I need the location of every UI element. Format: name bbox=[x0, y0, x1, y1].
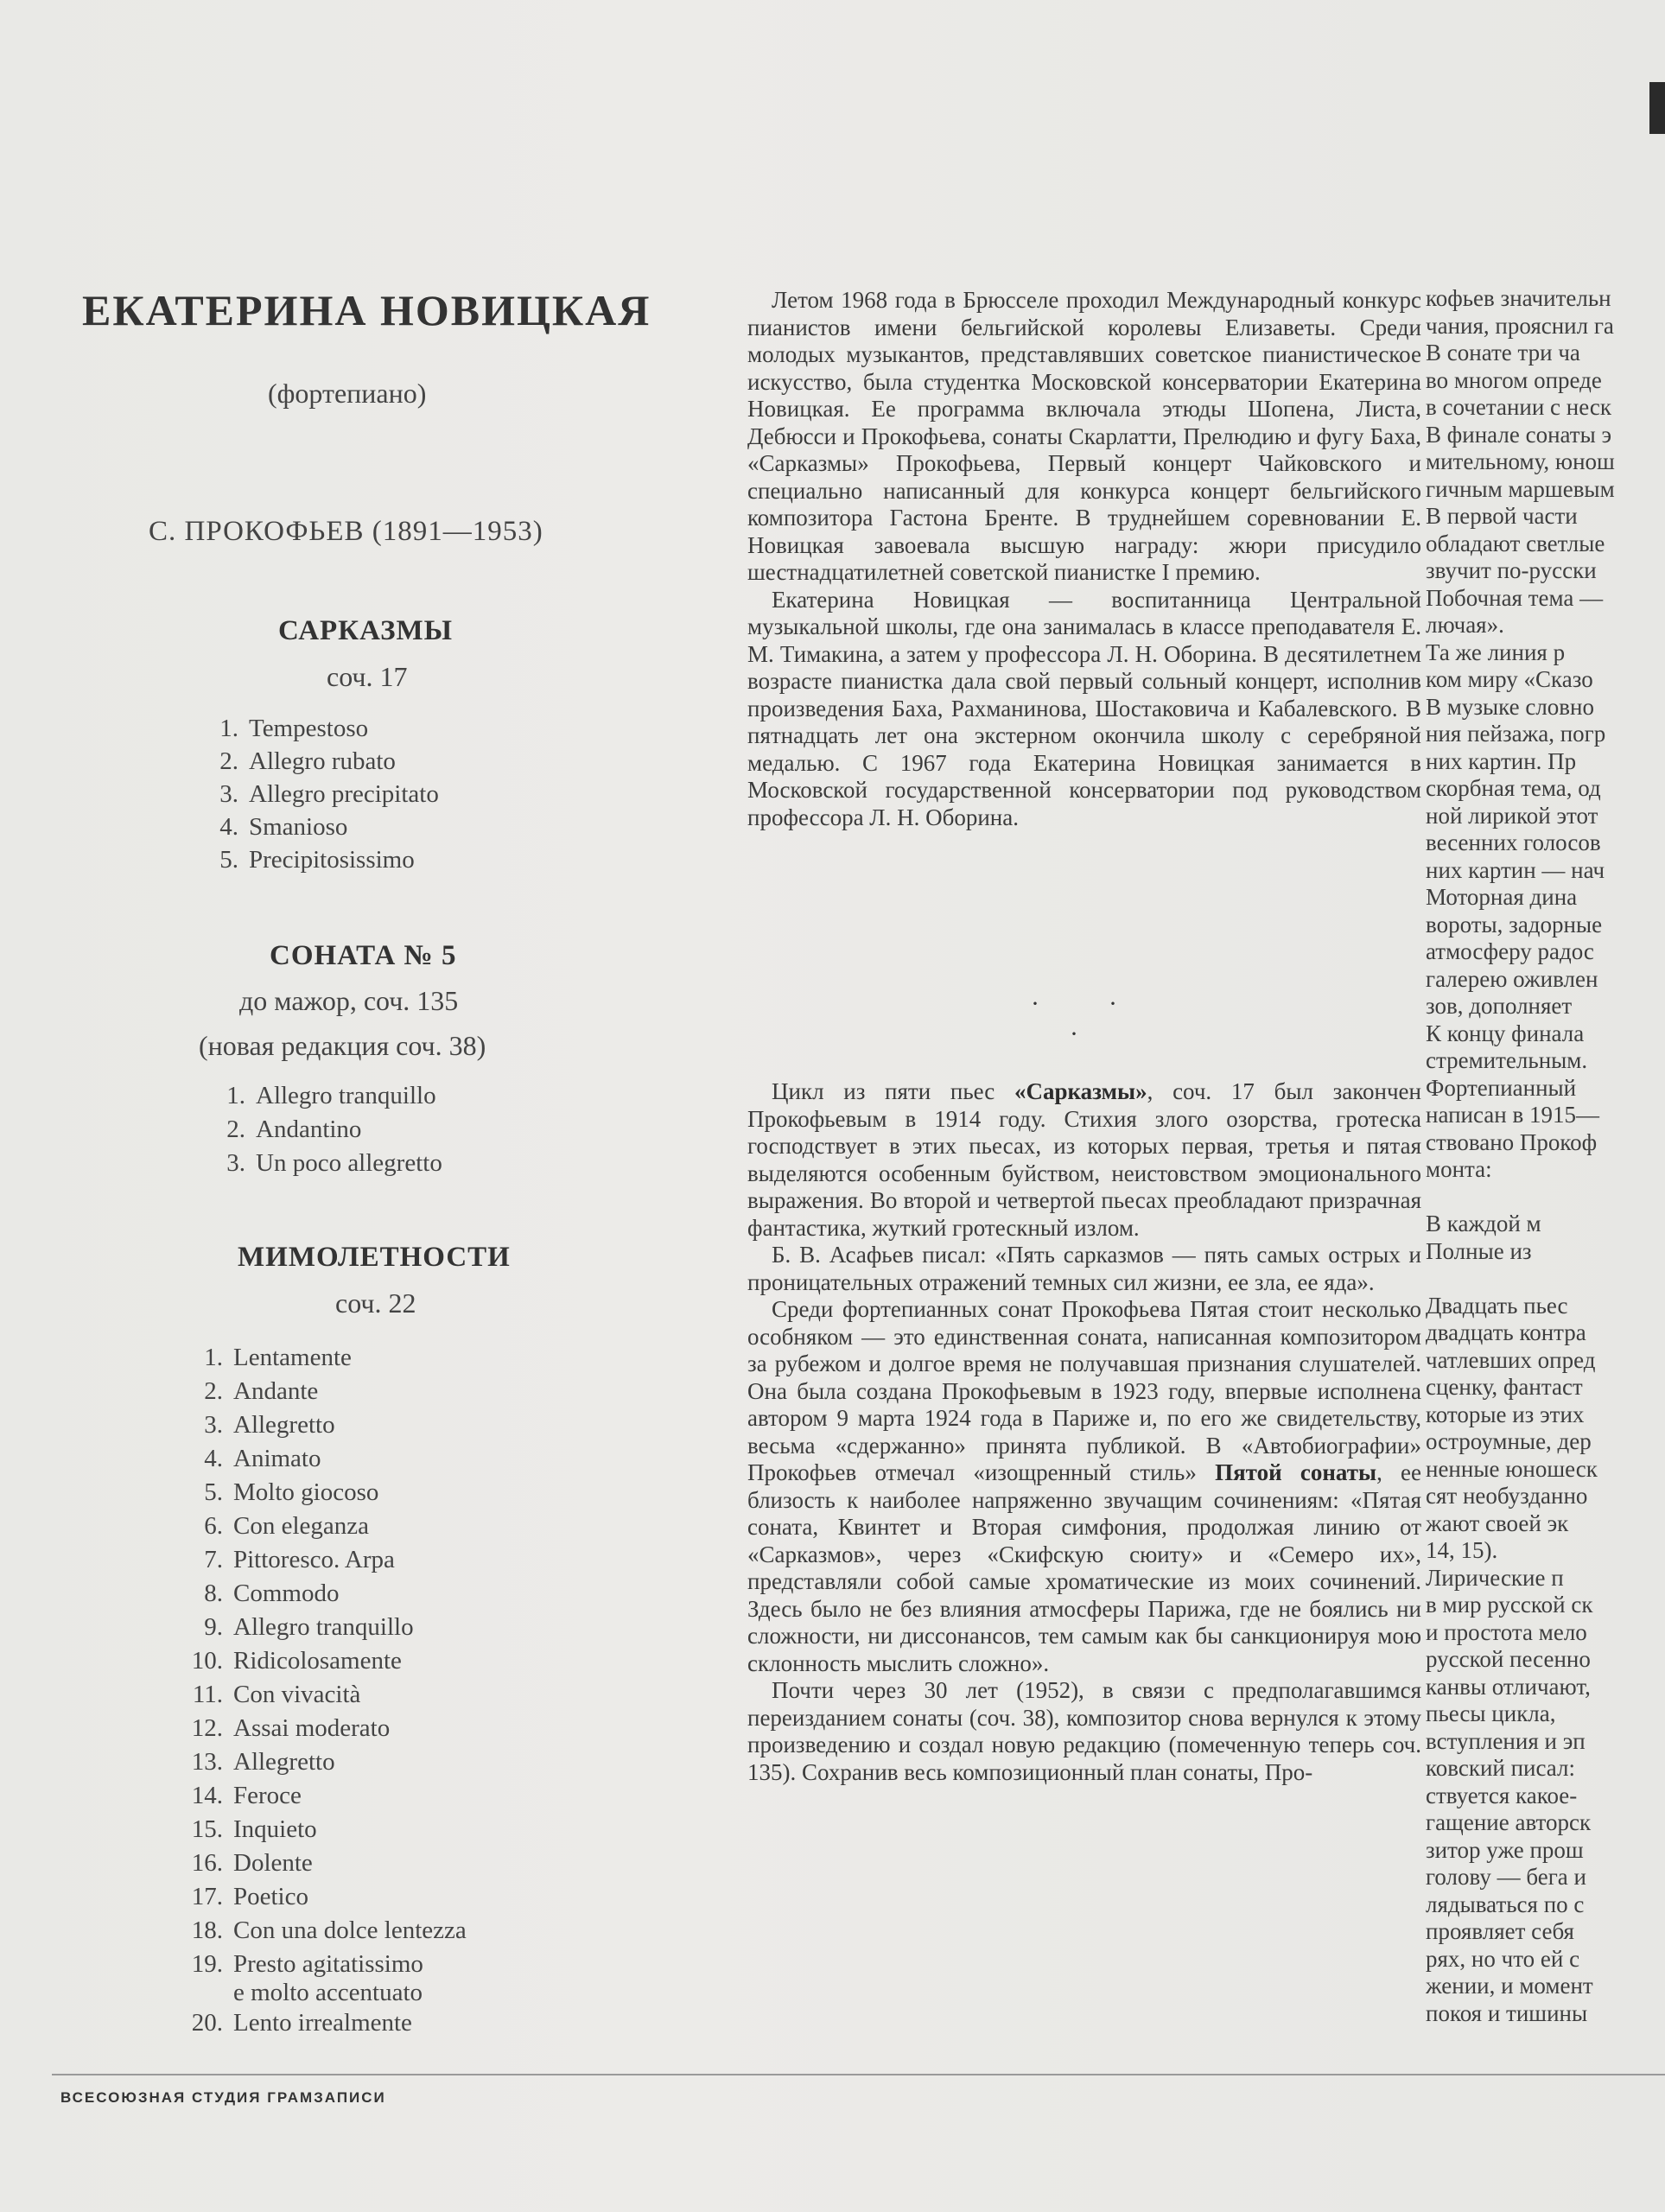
right-column-line: остроумные, дер bbox=[1426, 1428, 1592, 1454]
track-item: 1. Tempestoso bbox=[219, 715, 369, 742]
right-column-line: вороты, задорные bbox=[1426, 911, 1603, 938]
section-title-sarcasms: САРКАЗМЫ bbox=[278, 615, 454, 646]
right-column-line: Фортепианный bbox=[1426, 1074, 1577, 1101]
track-item: 5. Precipitosissimo bbox=[219, 846, 415, 874]
right-column-line: Полные из bbox=[1426, 1237, 1532, 1264]
section-opus: соч. 17 bbox=[327, 661, 408, 692]
section-key-opus: до мажор, соч. 135 bbox=[239, 985, 459, 1016]
right-column-line: сят необузданно bbox=[1426, 1483, 1588, 1509]
section-title-visions: МИМОЛЕТНОСТИ bbox=[238, 1242, 511, 1273]
right-column-line: Двадцать пьес bbox=[1426, 1292, 1568, 1319]
section-edition: (новая редакция соч. 38) bbox=[199, 1030, 486, 1061]
track-item: 8. Commodo bbox=[204, 1580, 340, 1607]
essay-paragraph: Б. В. Асафьев писал: «Пять сарказмов — пять самых острых и проницательных отражений темных сил жизни, ее зла, ее яда». bbox=[747, 1242, 1421, 1295]
footer-label: ВСЕСОЮЗНАЯ СТУДИЯ ГРАМЗАПИСИ bbox=[60, 2089, 386, 2106]
composer-heading: С. ПРОКОФЬЕВ (1891—1953) bbox=[149, 516, 543, 547]
instrument-label: (фортепиано) bbox=[268, 378, 427, 409]
essay-text bbox=[747, 1078, 1421, 1786]
right-column-line: обладают светлые bbox=[1426, 530, 1605, 556]
track-item: 3. Allegretto bbox=[204, 1411, 335, 1439]
track-item: 18. Con una dolce lentezza bbox=[191, 1916, 467, 1944]
section-title-sonata: СОНАТА № 5 bbox=[270, 940, 457, 971]
track-item: 14. Feroce bbox=[191, 1782, 302, 1809]
track-item: 5. Molto giocoso bbox=[204, 1478, 379, 1506]
right-column-line: В финале сонаты э bbox=[1426, 421, 1612, 448]
right-column-line: в мир русской ск bbox=[1426, 1592, 1593, 1618]
right-column-line: весенних голосов bbox=[1426, 830, 1601, 855]
right-column-line: канвы отличают, bbox=[1426, 1673, 1591, 1700]
bio-paragraph: Летом 1968 года в Брюсселе проходил Международный конкурс пианистов имени бельгийской королевы Елизаветы. Среди молодых музыкантов, представлявших советское пианистическое искусство, была студентка Московской консерватории Екатерина Новицкая. Ее программа включала этюды Шопена, Листа, Дебюсси и Прокофьева, сонаты Скарлатти, Прелюдию и фугу Баха, «Сарказмы» Прокофьева, Первый концерт Чайковского и специально написанный для конкурса концерт бельгийского композитора Гастона Бренте. В труднейшем соревновании Е. Новицкая завоевала высшую награду: жюри присудило шестнадцатилетней советской пианистке I премию. bbox=[747, 287, 1421, 585]
right-column-line: скорбная тема, од bbox=[1426, 775, 1601, 801]
right-column-line: русской песенно bbox=[1426, 1646, 1591, 1672]
right-column-line: покоя и тишины bbox=[1426, 1999, 1588, 2026]
right-column-line: звучит по-русски bbox=[1426, 557, 1597, 583]
essay-paragraph: Почти через 30 лет (1952), в связи с предполагавшимся переизданием сонаты (соч. 38), композитор снова вернулся к этому произведению и создал новую редакцию (помеченную теперь соч. 135). Сохранив весь композиционный план сонаты, Про- bbox=[747, 1677, 1421, 1785]
right-column-line: ствовано Прокоф bbox=[1426, 1128, 1598, 1155]
right-column-line: сценку, фантаст bbox=[1426, 1374, 1583, 1400]
track-item: 10. Ridicolosamente bbox=[191, 1647, 402, 1675]
right-column-line: К концу финала bbox=[1426, 1020, 1585, 1046]
performer-name: ЕКАТЕРИНА НОВИЦКАЯ bbox=[82, 286, 651, 334]
track-item: 7. Pittoresco. Arpa bbox=[204, 1546, 395, 1573]
right-column-line: ствуется какое- bbox=[1426, 1782, 1578, 1808]
right-column-line: ком миру «Сказо bbox=[1426, 666, 1593, 692]
track-item: 17. Poetico bbox=[191, 1883, 308, 1910]
section-opus: соч. 22 bbox=[335, 1287, 416, 1319]
separator-dot: · bbox=[1109, 989, 1117, 1018]
right-column-line: лядываться по с bbox=[1426, 1891, 1585, 1917]
right-column-line: которые из этих bbox=[1426, 1401, 1585, 1427]
track-item: 16. Dolente bbox=[191, 1849, 313, 1877]
track-item: 2. Allegro rubato bbox=[219, 747, 396, 775]
right-column-line: рях, но что ей с bbox=[1426, 1945, 1580, 1972]
page-edge-tab bbox=[1649, 82, 1665, 134]
track-item: 12. Assai moderato bbox=[191, 1714, 391, 1742]
track-item: 15. Inquieto bbox=[191, 1815, 317, 1843]
track-item: 11. Con vivacità bbox=[192, 1681, 361, 1708]
right-column-line: голову — бега и bbox=[1426, 1864, 1586, 1890]
right-column-line: атмосферу радос bbox=[1426, 938, 1594, 964]
track-item: 2. Andantino bbox=[226, 1116, 362, 1143]
right-column-line: Моторная дина bbox=[1426, 884, 1578, 910]
footer-rule bbox=[52, 2074, 1665, 2075]
right-column-cropped-text bbox=[1426, 285, 1665, 2027]
right-column-line: ковский писал: bbox=[1426, 1755, 1575, 1781]
right-column-line: монта: bbox=[1426, 1156, 1492, 1182]
right-column-line: жении, и момент bbox=[1426, 1973, 1593, 1999]
bio-paragraph: Екатерина Новицкая — воспитанница Центральной музыкальной школы, где она занималась в классе преподавателя Е. М. Тимакина, а затем у профессора Л. Н. Оборина. В десятилетнем возрасте пианистка дала свой первый сольный концерт, исполнив произведения Баха, Рахманинова, Шостаковича и Кабалевского. В пятнадцать лет она экстерном окончила школу с серебряной медалью. С 1967 года Екатерина Новицкая занимается в Московской государственной консерватории под руководством профессора Л. Н. Оборина. bbox=[747, 586, 1421, 830]
right-column-line: стремительным. bbox=[1426, 1047, 1588, 1073]
biography-text bbox=[747, 287, 1421, 831]
right-column-line: гащение авторск bbox=[1426, 1809, 1592, 1835]
track-item: 4. Animato bbox=[204, 1445, 321, 1472]
separator-dot: · bbox=[1070, 1020, 1078, 1048]
track-item: 1. Allegro tranquillo bbox=[226, 1082, 436, 1109]
track-item: 3. Un poco allegretto bbox=[226, 1149, 442, 1177]
right-column-line: Та же линия р bbox=[1426, 639, 1566, 665]
track-item: 1. Lentamente bbox=[204, 1344, 352, 1371]
right-column-line: В первой части bbox=[1426, 503, 1578, 529]
right-column-line: Побочная тема — bbox=[1426, 584, 1604, 611]
track-item: 13. Allegretto bbox=[191, 1748, 335, 1776]
right-column-line: гичным маршевым bbox=[1426, 475, 1615, 502]
right-column-line: них картин. Пр bbox=[1426, 747, 1577, 774]
right-column-line: написан в 1915— bbox=[1426, 1102, 1599, 1128]
track-item: e molto accentuato bbox=[233, 1979, 423, 2006]
right-column-line: В музыке словно bbox=[1426, 693, 1594, 720]
track-item: 2. Andante bbox=[204, 1377, 319, 1405]
right-column-line: В каждой м bbox=[1426, 1211, 1541, 1236]
right-column-line bbox=[1426, 1265, 1665, 1293]
right-column-line: во многом опредe bbox=[1426, 366, 1602, 393]
right-column-line: в сочетании с неск bbox=[1426, 394, 1611, 420]
right-column-line: ной лирикой этот bbox=[1426, 802, 1598, 829]
right-column-line: чатлевших опред bbox=[1426, 1346, 1596, 1373]
right-column-line: В сонате три ча bbox=[1426, 340, 1580, 365]
track-item: 20. Lento irrealmente bbox=[191, 2009, 412, 2037]
right-column-line: проявляет себя bbox=[1426, 1918, 1574, 1944]
right-column-line: вступления и эп bbox=[1426, 1727, 1586, 1754]
right-column-line: двадцать контра bbox=[1426, 1319, 1586, 1345]
right-column-line: ния пейзажа, погр bbox=[1426, 721, 1606, 747]
separator-dot: · bbox=[1031, 989, 1039, 1018]
right-column-line: 14, 15). bbox=[1426, 1537, 1498, 1563]
right-column-line: мительному, юнош bbox=[1426, 448, 1615, 474]
track-item: 4. Smanioso bbox=[219, 813, 348, 841]
right-column-line: галерею оживлен bbox=[1426, 965, 1598, 992]
right-column-line: и простота мело bbox=[1426, 1618, 1587, 1645]
right-column-line: кофьев значительн bbox=[1426, 285, 1611, 311]
right-column-line: зитор уже прош bbox=[1426, 1836, 1584, 1863]
right-column-line: Лирические п bbox=[1426, 1564, 1564, 1591]
track-item: 19. Presto agitatissimo bbox=[191, 1950, 423, 1978]
track-item: 9. Allegro tranquillo bbox=[204, 1613, 414, 1641]
right-column-line bbox=[1426, 1184, 1665, 1211]
track-item: 6. Con eleganza bbox=[204, 1512, 370, 1540]
essay-paragraph: Среди фортепианных сонат Прокофьева Пятая стоит несколько особняком — это единственная соната, написанная композитором за рубежом и долгое время не получавшая признания слушателей. Она была создана Прокофьевым в 1923 году, впервые исполнена автором 9 марта 1924 года в Париже и, по его же свидетельству, весьма «сдержанно» принята публикой. В «Автобиографии» Прокофьев отмечал «изощренный стиль» Пятой сонаты, ее близость к наиболее напряженно звучащим сочинениям: «Пятая соната, Квинтет и Вторая симфония, продолжая линию от «Сарказмов», через «Скифскую сюиту» и «Семеро их», представляли собой самые хроматические из моих сочинений. Здесь было не без влияния атмосферы Парижа, где не боялись ни сложности, ни диссонансов, тем самым как бы санкционируя мою склонность мыслить сложно». bbox=[747, 1296, 1422, 1676]
right-column-line: чания, прояснил га bbox=[1426, 312, 1614, 339]
right-column-line: зов, дополняет bbox=[1426, 993, 1573, 1019]
right-column-line: ненные юношеск bbox=[1426, 1455, 1598, 1482]
track-item: 3. Allegro precipitato bbox=[219, 780, 439, 808]
right-column-line: них картин — нач bbox=[1426, 856, 1605, 883]
right-column-line: пьесы цикла, bbox=[1426, 1700, 1556, 1726]
right-column-line: лючая». bbox=[1426, 612, 1504, 638]
right-column-line: жают своей эк bbox=[1426, 1510, 1569, 1536]
essay-paragraph: Цикл из пяти пьес «Сарказмы», соч. 17 был закончен Прокофьевым в 1914 году. Стихия злого озорства, гротеска господствует в этих пьесах, из которых первая, третья и пятая выделяются особенным буйством, неистовством эмоционального выражения. Во второй и четвертой пьесах преобладают призрачная фантастика, жуткий гротескный излом. bbox=[747, 1078, 1421, 1241]
